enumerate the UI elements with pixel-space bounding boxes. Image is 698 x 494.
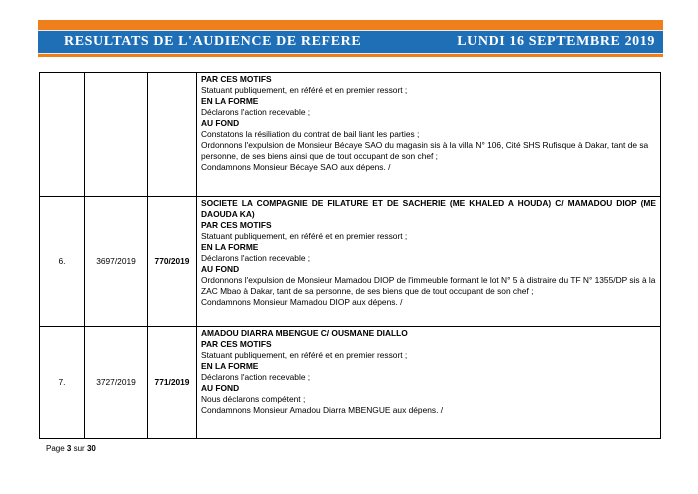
- case-details: [197, 197, 661, 327]
- case-decision: 770/2019: [148, 197, 197, 327]
- results-table: [39, 72, 661, 439]
- case-decision: 771/2019: [148, 327, 197, 439]
- header-banner: [38, 20, 663, 57]
- fond-heading: AU FOND: [201, 264, 240, 274]
- page-number: 3: [66, 444, 72, 453]
- motifs-heading: PAR CES MOTIFS: [201, 339, 272, 349]
- case-number: 7.: [40, 327, 85, 439]
- forme-text: Déclarons l'action recevable ;: [201, 253, 311, 263]
- statuant-text: Statuant publiquement, en référé et en premier ressort ;: [201, 231, 408, 241]
- motifs-heading: PAR CES MOTIFS: [201, 74, 272, 84]
- table-row: [40, 327, 661, 439]
- table-row: [40, 73, 661, 197]
- forme-heading: EN LA FORME: [201, 96, 259, 106]
- case-number: [40, 73, 85, 197]
- hearing-date: LUNDI 16 SEPTEMBRE 2019: [457, 34, 655, 49]
- page-title: RESULTATS DE L'AUDIENCE DE REFERE: [64, 34, 362, 49]
- page-footer: [46, 444, 96, 453]
- statuant-text: Statuant publiquement, en référé et en premier ressort ;: [201, 85, 408, 95]
- forme-text: Déclarons l'action recevable ;: [201, 107, 311, 117]
- case-decision: [148, 73, 197, 197]
- case-number: 6.: [40, 197, 85, 327]
- forme-heading: EN LA FORME: [201, 242, 259, 252]
- fond-line: Ordonnons l'expulsion de Monsieur Mamadou DIOP de l'immeuble formant le lot N° 5 à distraire du TF N° 1355/DP sis à la ZAC Mbao à Dakar, tant de sa personne, de ses biens que de tout occupant de son chef ;: [201, 275, 656, 296]
- case-details: [197, 73, 661, 197]
- forme-text: Déclarons l'action recevable ;: [201, 372, 311, 382]
- case-rg: 3697/2019: [85, 197, 148, 327]
- case-rg: 3727/2019: [85, 327, 148, 439]
- table-row: [40, 197, 661, 327]
- statuant-text: Statuant publiquement, en référé et en premier ressort ;: [201, 350, 408, 360]
- fond-line: Condamnons Monsieur Mamadou DIOP aux dépens. /: [201, 297, 403, 307]
- fond-heading: AU FOND: [201, 118, 240, 128]
- header-banner-band: [38, 30, 663, 54]
- case-rg: [85, 73, 148, 197]
- forme-heading: EN LA FORME: [201, 361, 259, 371]
- fond-heading: AU FOND: [201, 383, 240, 393]
- fond-line: Constatons la résiliation du contrat de bail liant les parties ;: [201, 129, 420, 139]
- fond-line: Ordonnons l'expulsion de Monsieur Bécaye SAO du magasin sis à la villa N° 106, Cité SHS Rufisque à Dakar, tant de sa personne, de ses biens ainsi que de tout occupant de son chef ;: [201, 140, 649, 161]
- page-total: 30: [86, 444, 96, 453]
- case-details: [197, 327, 661, 439]
- case-parties: AMADOU DIARRA MBENGUE C/ OUSMANE DIALLO: [201, 328, 408, 338]
- case-parties: SOCIETE LA COMPAGNIE DE FILATURE ET DE SACHERIE (ME KHALED A HOUDA) C/ MAMADOU DIOP (ME DAOUDA KA): [201, 198, 656, 219]
- fond-line: Condamnons Monsieur Amadou Diarra MBENGUE aux dépens. /: [201, 405, 444, 415]
- page-word: Page: [46, 444, 65, 453]
- fond-line: Condamnons Monsieur Bécaye SAO aux dépens. /: [201, 162, 391, 172]
- motifs-heading: PAR CES MOTIFS: [201, 220, 272, 230]
- page-of-word: sur: [73, 444, 85, 453]
- fond-line: Nous déclarons compétent ;: [201, 394, 306, 404]
